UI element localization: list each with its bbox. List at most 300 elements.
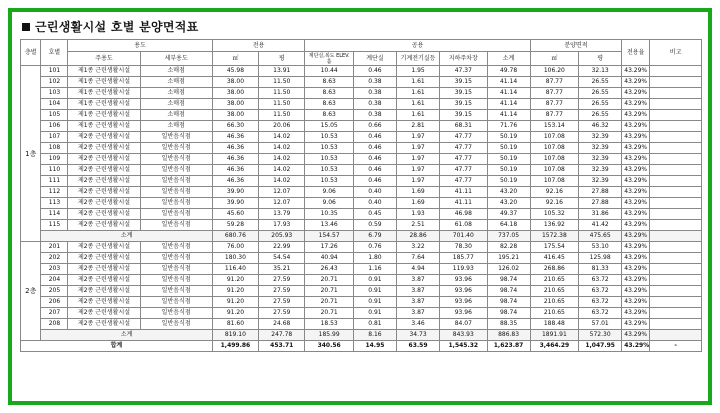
common-parking: 46.98 bbox=[440, 209, 487, 220]
table-row bbox=[21, 220, 702, 231]
exclusive-pyeong: 11.50 bbox=[259, 110, 305, 121]
common-stairs: 0.45 bbox=[353, 209, 396, 220]
common-stairs: 0.38 bbox=[353, 77, 396, 88]
sale-sqm: 92.16 bbox=[530, 198, 578, 209]
exclusive-sqm: 46.36 bbox=[212, 154, 258, 165]
exclusive-pyeong: 54.54 bbox=[259, 253, 305, 264]
common-subtotal: 50.19 bbox=[487, 176, 530, 187]
common-mech: 1.97 bbox=[397, 165, 440, 176]
total-exclusive-sqm: 1,499.86 bbox=[212, 341, 258, 352]
sale-pyeong: 27.88 bbox=[579, 198, 622, 209]
note-cell bbox=[650, 121, 702, 132]
total-common-mech: 63.59 bbox=[397, 341, 440, 352]
common-mech: 7.64 bbox=[397, 253, 440, 264]
common-parking: 39.15 bbox=[440, 88, 487, 99]
common-parking: 68.31 bbox=[440, 121, 487, 132]
total-note: - bbox=[650, 341, 702, 352]
common-corridor: 20.71 bbox=[305, 297, 353, 308]
exclusive-rate: 43.29% bbox=[622, 176, 650, 187]
total-common-subtotal: 1,623.87 bbox=[487, 341, 530, 352]
sale-pyeong: 32.39 bbox=[579, 143, 622, 154]
note-cell bbox=[650, 286, 702, 297]
floor-label: 1층 bbox=[21, 66, 41, 242]
common-parking: 39.15 bbox=[440, 77, 487, 88]
exclusive-sqm: 91.20 bbox=[212, 286, 258, 297]
detail-usage: 일반음식점 bbox=[140, 209, 212, 220]
note-cell bbox=[650, 66, 702, 77]
floor-label: 2층 bbox=[21, 242, 41, 341]
sale-sqm: 106.20 bbox=[530, 66, 578, 77]
note-cell bbox=[650, 242, 702, 253]
square-bullet-icon bbox=[22, 23, 30, 31]
table-row bbox=[21, 198, 702, 209]
table-row bbox=[21, 187, 702, 198]
sale-sqm: 107.08 bbox=[530, 132, 578, 143]
sale-pyeong: 125.98 bbox=[579, 253, 622, 264]
unit-number: 205 bbox=[41, 286, 68, 297]
common-stairs: 0.59 bbox=[353, 220, 396, 231]
common-corridor: 10.53 bbox=[305, 132, 353, 143]
sale-pyeong: 32.39 bbox=[579, 154, 622, 165]
header-common: 공용 bbox=[305, 40, 530, 52]
main-usage: 제2종 근린생활시설 bbox=[68, 165, 140, 176]
sale-sqm: 87.77 bbox=[530, 110, 578, 121]
exclusive-rate: 43.29% bbox=[622, 77, 650, 88]
unit-number: 207 bbox=[41, 308, 68, 319]
sale-sqm: 92.16 bbox=[530, 187, 578, 198]
note-cell bbox=[650, 308, 702, 319]
common-corridor: 20.71 bbox=[305, 308, 353, 319]
unit-number: 111 bbox=[41, 176, 68, 187]
exclusive-pyeong: 27.59 bbox=[259, 275, 305, 286]
page-title bbox=[22, 18, 199, 35]
common-subtotal: 98.74 bbox=[487, 286, 530, 297]
exclusive-rate: 43.29% bbox=[622, 154, 650, 165]
common-stairs: 0.76 bbox=[353, 242, 396, 253]
exclusive-pyeong: 11.50 bbox=[259, 99, 305, 110]
exclusive-rate: 43.29% bbox=[622, 143, 650, 154]
note-cell bbox=[650, 297, 702, 308]
common-subtotal: 64.18 bbox=[487, 220, 530, 231]
unit-number: 110 bbox=[41, 165, 68, 176]
common-stairs: 1.16 bbox=[353, 264, 396, 275]
page-title-text: 근린생활시설 호별 분양면적표 bbox=[35, 20, 199, 34]
detail-usage: 소매점 bbox=[140, 99, 212, 110]
note-cell bbox=[650, 132, 702, 143]
sale-sqm: 210.65 bbox=[530, 286, 578, 297]
exclusive-pyeong: 13.91 bbox=[259, 66, 305, 77]
common-subtotal: 41.14 bbox=[487, 88, 530, 99]
header-note: 비고 bbox=[650, 40, 702, 66]
detail-usage: 일반음식점 bbox=[140, 176, 212, 187]
table-row bbox=[21, 121, 702, 132]
subtotal-exclusive-pyeong: 247.78 bbox=[259, 330, 305, 341]
subtotal-common-corridor: 154.57 bbox=[305, 231, 353, 242]
exclusive-sqm: 46.36 bbox=[212, 165, 258, 176]
unit-number: 108 bbox=[41, 143, 68, 154]
common-mech: 1.61 bbox=[397, 99, 440, 110]
subtotal-common-parking: 701.40 bbox=[440, 231, 487, 242]
detail-usage: 일반음식점 bbox=[140, 264, 212, 275]
common-subtotal: 41.14 bbox=[487, 77, 530, 88]
exclusive-pyeong: 14.02 bbox=[259, 176, 305, 187]
main-usage: 제1종 근린생활시설 bbox=[68, 110, 140, 121]
sale-pyeong: 57.01 bbox=[579, 319, 622, 330]
header-exclusive-rate: 전용율 bbox=[622, 40, 650, 66]
common-mech: 1.97 bbox=[397, 132, 440, 143]
common-corridor: 10.44 bbox=[305, 66, 353, 77]
common-stairs: 0.91 bbox=[353, 286, 396, 297]
common-mech: 1.95 bbox=[397, 66, 440, 77]
exclusive-rate: 43.29% bbox=[622, 264, 650, 275]
sale-sqm: 107.08 bbox=[530, 176, 578, 187]
common-corridor: 17.26 bbox=[305, 242, 353, 253]
detail-usage: 일반음식점 bbox=[140, 165, 212, 176]
exclusive-pyeong: 27.59 bbox=[259, 297, 305, 308]
exclusive-sqm: 91.20 bbox=[212, 297, 258, 308]
exclusive-rate: 43.29% bbox=[622, 198, 650, 209]
sale-sqm: 153.14 bbox=[530, 121, 578, 132]
note-cell bbox=[650, 77, 702, 88]
exclusive-rate: 43.29% bbox=[622, 165, 650, 176]
exclusive-pyeong: 14.02 bbox=[259, 132, 305, 143]
common-mech: 3.87 bbox=[397, 308, 440, 319]
sale-pyeong: 63.72 bbox=[579, 297, 622, 308]
header-common-stairs: 계단실 bbox=[353, 52, 396, 66]
common-stairs: 1.80 bbox=[353, 253, 396, 264]
common-mech: 3.46 bbox=[397, 319, 440, 330]
total-common-parking: 1,545.32 bbox=[440, 341, 487, 352]
detail-usage: 일반음식점 bbox=[140, 275, 212, 286]
common-stairs: 0.38 bbox=[353, 88, 396, 99]
common-mech: 2.81 bbox=[397, 121, 440, 132]
common-mech: 1.61 bbox=[397, 110, 440, 121]
common-subtotal: 82.28 bbox=[487, 242, 530, 253]
common-corridor: 10.53 bbox=[305, 165, 353, 176]
table-row bbox=[21, 66, 702, 77]
main-usage: 제2종 근린생활시설 bbox=[68, 187, 140, 198]
table-row bbox=[21, 77, 702, 88]
common-subtotal: 49.78 bbox=[487, 66, 530, 77]
common-stairs: 0.46 bbox=[353, 66, 396, 77]
common-stairs: 0.46 bbox=[353, 165, 396, 176]
common-mech: 1.61 bbox=[397, 77, 440, 88]
common-subtotal: 126.02 bbox=[487, 264, 530, 275]
exclusive-sqm: 76.00 bbox=[212, 242, 258, 253]
total-exclusive-pyeong: 453.71 bbox=[259, 341, 305, 352]
note-cell bbox=[650, 275, 702, 286]
exclusive-rate: 43.29% bbox=[622, 297, 650, 308]
common-corridor: 10.53 bbox=[305, 143, 353, 154]
common-subtotal: 195.21 bbox=[487, 253, 530, 264]
detail-usage: 소매점 bbox=[140, 88, 212, 99]
sale-sqm: 210.65 bbox=[530, 308, 578, 319]
main-usage: 제2종 근린생활시설 bbox=[68, 319, 140, 330]
common-mech: 3.87 bbox=[397, 286, 440, 297]
common-parking: 78.30 bbox=[440, 242, 487, 253]
table-row bbox=[21, 176, 702, 187]
exclusive-sqm: 81.60 bbox=[212, 319, 258, 330]
common-corridor: 40.94 bbox=[305, 253, 353, 264]
area-table bbox=[20, 39, 702, 352]
sale-sqm: 87.77 bbox=[530, 88, 578, 99]
table-row bbox=[21, 132, 702, 143]
subtotal-common-subtotal: 886.83 bbox=[487, 330, 530, 341]
common-subtotal: 50.19 bbox=[487, 165, 530, 176]
note-cell bbox=[650, 187, 702, 198]
exclusive-sqm: 38.00 bbox=[212, 99, 258, 110]
table-row bbox=[21, 264, 702, 275]
note-cell bbox=[650, 110, 702, 121]
total-common-stairs: 14.95 bbox=[353, 341, 396, 352]
note-cell bbox=[650, 220, 702, 231]
detail-usage: 일반음식점 bbox=[140, 253, 212, 264]
header-main-usage: 주용도 bbox=[68, 52, 140, 66]
exclusive-pyeong: 27.59 bbox=[259, 308, 305, 319]
common-parking: 47.37 bbox=[440, 66, 487, 77]
common-corridor: 8.63 bbox=[305, 88, 353, 99]
common-mech: 4.94 bbox=[397, 264, 440, 275]
common-parking: 61.08 bbox=[440, 220, 487, 231]
sale-sqm: 105.32 bbox=[530, 209, 578, 220]
unit-number: 102 bbox=[41, 77, 68, 88]
detail-usage: 일반음식점 bbox=[140, 187, 212, 198]
sale-sqm: 87.77 bbox=[530, 77, 578, 88]
common-parking: 93.96 bbox=[440, 308, 487, 319]
exclusive-sqm: 39.90 bbox=[212, 198, 258, 209]
detail-usage: 소매점 bbox=[140, 110, 212, 121]
common-stairs: 0.91 bbox=[353, 297, 396, 308]
common-parking: 47.77 bbox=[440, 165, 487, 176]
common-mech: 3.87 bbox=[397, 275, 440, 286]
exclusive-pyeong: 35.21 bbox=[259, 264, 305, 275]
sale-pyeong: 63.72 bbox=[579, 286, 622, 297]
common-corridor: 20.71 bbox=[305, 275, 353, 286]
exclusive-rate: 43.29% bbox=[622, 220, 650, 231]
exclusive-sqm: 38.00 bbox=[212, 77, 258, 88]
common-stairs: 0.40 bbox=[353, 187, 396, 198]
common-subtotal: 41.14 bbox=[487, 110, 530, 121]
unit-number: 206 bbox=[41, 297, 68, 308]
note-cell bbox=[650, 264, 702, 275]
table-row bbox=[21, 165, 702, 176]
unit-number: 112 bbox=[41, 187, 68, 198]
main-usage: 제1종 근린생활시설 bbox=[68, 99, 140, 110]
header-detail-usage: 세부용도 bbox=[140, 52, 212, 66]
common-subtotal: 50.19 bbox=[487, 143, 530, 154]
common-parking: 47.77 bbox=[440, 154, 487, 165]
exclusive-rate: 43.29% bbox=[622, 110, 650, 121]
note-cell bbox=[650, 330, 702, 341]
note-cell bbox=[650, 253, 702, 264]
subtotal-sale-sqm: 1891.91 bbox=[530, 330, 578, 341]
table-row bbox=[21, 297, 702, 308]
exclusive-sqm: 66.30 bbox=[212, 121, 258, 132]
exclusive-pyeong: 11.50 bbox=[259, 77, 305, 88]
exclusive-rate: 43.29% bbox=[622, 242, 650, 253]
table-row bbox=[21, 242, 702, 253]
main-usage: 제1종 근린생활시설 bbox=[68, 121, 140, 132]
common-mech: 1.97 bbox=[397, 176, 440, 187]
common-stairs: 0.38 bbox=[353, 110, 396, 121]
header-common-subtotal: 소계 bbox=[487, 52, 530, 66]
unit-number: 202 bbox=[41, 253, 68, 264]
common-mech: 2.51 bbox=[397, 220, 440, 231]
total-row bbox=[21, 341, 702, 352]
total-sale-sqm: 3,464.29 bbox=[530, 341, 578, 352]
total-common-corridor: 340.56 bbox=[305, 341, 353, 352]
detail-usage: 일반음식점 bbox=[140, 319, 212, 330]
common-corridor: 8.63 bbox=[305, 99, 353, 110]
exclusive-rate: 43.29% bbox=[622, 253, 650, 264]
sale-pyeong: 26.55 bbox=[579, 110, 622, 121]
sale-pyeong: 32.39 bbox=[579, 132, 622, 143]
common-subtotal: 88.35 bbox=[487, 319, 530, 330]
subtotal-common-mech: 28.86 bbox=[397, 231, 440, 242]
note-cell bbox=[650, 209, 702, 220]
subtotal-common-corridor: 185.99 bbox=[305, 330, 353, 341]
common-stairs: 0.81 bbox=[353, 319, 396, 330]
exclusive-pyeong: 24.68 bbox=[259, 319, 305, 330]
unit-number: 113 bbox=[41, 198, 68, 209]
common-subtotal: 98.74 bbox=[487, 297, 530, 308]
common-subtotal: 43.20 bbox=[487, 198, 530, 209]
common-corridor: 8.63 bbox=[305, 110, 353, 121]
header-common-corridor: 계단실,복도 ELEV.홀 bbox=[305, 52, 353, 66]
common-corridor: 9.06 bbox=[305, 198, 353, 209]
unit-number: 208 bbox=[41, 319, 68, 330]
main-usage: 제2종 근린생활시설 bbox=[68, 253, 140, 264]
table-row bbox=[21, 143, 702, 154]
total-sale-pyeong: 1,047.95 bbox=[579, 341, 622, 352]
common-subtotal: 43.20 bbox=[487, 187, 530, 198]
detail-usage: 소매점 bbox=[140, 77, 212, 88]
unit-number: 101 bbox=[41, 66, 68, 77]
common-stairs: 0.66 bbox=[353, 121, 396, 132]
exclusive-sqm: 59.28 bbox=[212, 220, 258, 231]
main-usage: 제2종 근린생활시설 bbox=[68, 132, 140, 143]
sale-pyeong: 46.32 bbox=[579, 121, 622, 132]
sale-pyeong: 32.39 bbox=[579, 165, 622, 176]
sale-sqm: 175.54 bbox=[530, 242, 578, 253]
main-usage: 제2종 근린생활시설 bbox=[68, 143, 140, 154]
common-corridor: 20.71 bbox=[305, 286, 353, 297]
header-common-parking: 지하주차장 bbox=[440, 52, 487, 66]
main-usage: 제2종 근린생활시설 bbox=[68, 198, 140, 209]
table-row bbox=[21, 209, 702, 220]
subtotal-label: 소계 bbox=[41, 330, 212, 341]
exclusive-pyeong: 14.02 bbox=[259, 165, 305, 176]
common-mech: 3.87 bbox=[397, 297, 440, 308]
main-usage: 제1종 근린생활시설 bbox=[68, 66, 140, 77]
exclusive-pyeong: 11.50 bbox=[259, 88, 305, 99]
sale-pyeong: 26.55 bbox=[579, 77, 622, 88]
common-subtotal: 50.19 bbox=[487, 132, 530, 143]
note-cell bbox=[650, 88, 702, 99]
detail-usage: 일반음식점 bbox=[140, 132, 212, 143]
common-corridor: 13.46 bbox=[305, 220, 353, 231]
subtotal-exclusive-rate: 43.29% bbox=[622, 330, 650, 341]
main-usage: 제2종 근린생활시설 bbox=[68, 286, 140, 297]
exclusive-sqm: 38.00 bbox=[212, 88, 258, 99]
exclusive-rate: 43.29% bbox=[622, 132, 650, 143]
common-parking: 47.77 bbox=[440, 176, 487, 187]
exclusive-rate: 43.29% bbox=[622, 187, 650, 198]
table-row bbox=[21, 286, 702, 297]
sale-sqm: 87.77 bbox=[530, 99, 578, 110]
sale-sqm: 107.08 bbox=[530, 165, 578, 176]
unit-number: 103 bbox=[41, 88, 68, 99]
common-parking: 47.77 bbox=[440, 132, 487, 143]
subtotal-row bbox=[21, 231, 702, 242]
note-cell bbox=[650, 176, 702, 187]
common-subtotal: 98.74 bbox=[487, 275, 530, 286]
common-stairs: 0.46 bbox=[353, 154, 396, 165]
exclusive-sqm: 39.90 bbox=[212, 187, 258, 198]
unit-number: 106 bbox=[41, 121, 68, 132]
common-mech: 1.61 bbox=[397, 88, 440, 99]
common-stairs: 0.46 bbox=[353, 176, 396, 187]
common-subtotal: 98.74 bbox=[487, 308, 530, 319]
main-usage: 제2종 근린생활시설 bbox=[68, 154, 140, 165]
note-cell bbox=[650, 99, 702, 110]
common-corridor: 10.35 bbox=[305, 209, 353, 220]
exclusive-sqm: 45.60 bbox=[212, 209, 258, 220]
common-subtotal: 71.76 bbox=[487, 121, 530, 132]
exclusive-sqm: 116.40 bbox=[212, 264, 258, 275]
main-usage: 제2종 근린생활시설 bbox=[68, 209, 140, 220]
sale-pyeong: 31.86 bbox=[579, 209, 622, 220]
common-parking: 84.07 bbox=[440, 319, 487, 330]
common-stairs: 0.91 bbox=[353, 275, 396, 286]
detail-usage: 일반음식점 bbox=[140, 286, 212, 297]
header-sale-pyeong: 평 bbox=[579, 52, 622, 66]
common-stairs: 0.91 bbox=[353, 308, 396, 319]
main-usage: 제2종 근린생활시설 bbox=[68, 176, 140, 187]
subtotal-row bbox=[21, 330, 702, 341]
subtotal-common-stairs: 8.16 bbox=[353, 330, 396, 341]
main-usage: 제2종 근린생활시설 bbox=[68, 220, 140, 231]
common-mech: 1.97 bbox=[397, 154, 440, 165]
note-cell bbox=[650, 231, 702, 242]
header-floor: 층별 bbox=[21, 40, 41, 66]
exclusive-sqm: 46.36 bbox=[212, 176, 258, 187]
detail-usage: 일반음식점 bbox=[140, 297, 212, 308]
table-row bbox=[21, 88, 702, 99]
sale-sqm: 268.86 bbox=[530, 264, 578, 275]
common-parking: 93.96 bbox=[440, 297, 487, 308]
exclusive-rate: 43.29% bbox=[622, 319, 650, 330]
main-usage: 제2종 근린생활시설 bbox=[68, 308, 140, 319]
sale-pyeong: 53.10 bbox=[579, 242, 622, 253]
unit-number: 115 bbox=[41, 220, 68, 231]
unit-number: 201 bbox=[41, 242, 68, 253]
sale-pyeong: 63.72 bbox=[579, 275, 622, 286]
sale-pyeong: 41.42 bbox=[579, 220, 622, 231]
unit-number: 104 bbox=[41, 99, 68, 110]
unit-number: 105 bbox=[41, 110, 68, 121]
exclusive-sqm: 46.36 bbox=[212, 132, 258, 143]
common-parking: 41.11 bbox=[440, 198, 487, 209]
exclusive-sqm: 91.20 bbox=[212, 308, 258, 319]
common-corridor: 9.06 bbox=[305, 187, 353, 198]
common-corridor: 18.53 bbox=[305, 319, 353, 330]
sale-sqm: 416.45 bbox=[530, 253, 578, 264]
detail-usage: 일반음식점 bbox=[140, 143, 212, 154]
table-row bbox=[21, 99, 702, 110]
sale-pyeong: 63.72 bbox=[579, 308, 622, 319]
exclusive-pyeong: 12.07 bbox=[259, 187, 305, 198]
